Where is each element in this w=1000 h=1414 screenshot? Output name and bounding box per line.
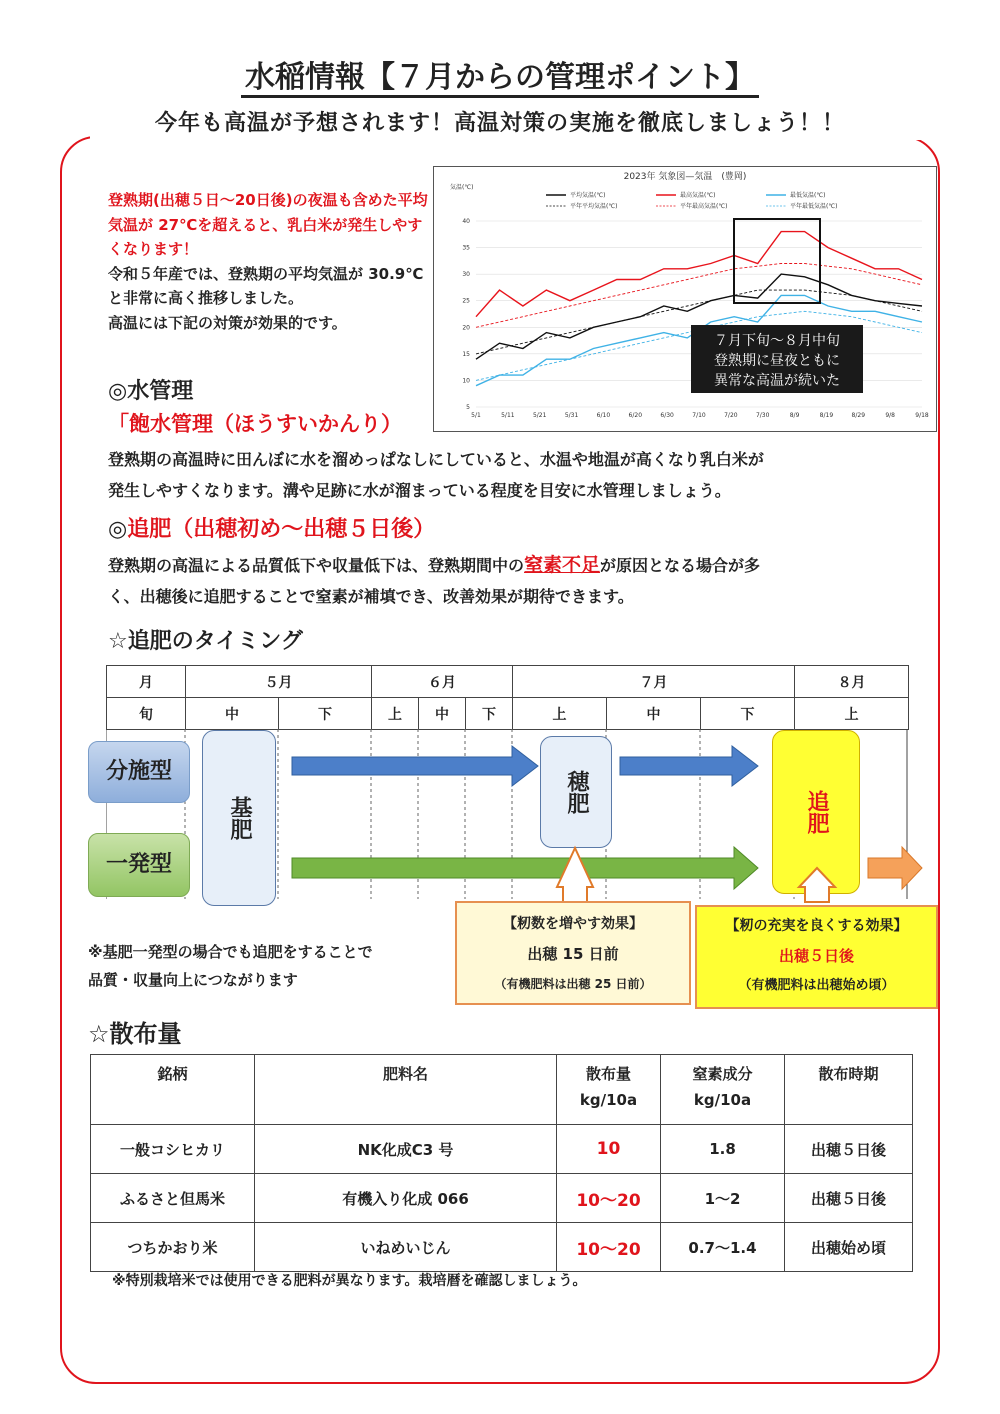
header-timing: 散布時期 <box>785 1055 913 1125</box>
legend-label: 平年最高気温(℃) <box>680 203 728 210</box>
period-label: 旬 <box>107 698 186 730</box>
header-rate <box>557 1055 661 1125</box>
topdress-heading <box>108 512 435 543</box>
row-timing: 出穂始め頃 <box>785 1223 913 1272</box>
month-label: 月 <box>107 666 186 698</box>
x-tick-label: 7/20 <box>724 412 738 419</box>
y-tick-label: 30 <box>462 271 470 279</box>
annotation-line-1: ７月下旬〜８月中旬 <box>714 333 840 349</box>
annotation-line-2: 登熟期に昼夜ともに <box>714 353 840 369</box>
period-jul-early: 上 <box>513 698 607 730</box>
topdress-heading-text: 追肥（出穂初め〜出穂５日後） <box>127 517 436 542</box>
row-fertilizer: NK化成C3 号 <box>255 1125 557 1174</box>
period-jul-mid: 中 <box>607 698 701 730</box>
row-brand: ふるさと但馬米 <box>91 1174 255 1223</box>
intro-line-1: 令和５年産では、登熟期の平均気温が 30.9℃と非常に高く推移しました。 <box>108 264 424 307</box>
row-rate: 10 <box>557 1125 661 1174</box>
x-tick-label: 6/20 <box>628 412 643 419</box>
effect-2-title: 【籾の充実を良くする効果】 <box>725 918 908 934</box>
x-tick-label: 5/11 <box>501 412 515 419</box>
effect-1-main: 出穂 15 日前 <box>527 945 619 963</box>
table-row <box>91 1125 913 1174</box>
y-tick-label: 35 <box>462 244 470 252</box>
period-aug-early: 上 <box>795 698 909 730</box>
timing-note <box>88 938 373 994</box>
effect-box-1 <box>455 901 691 1005</box>
table-row <box>91 1174 913 1223</box>
amount-footnote: ※特別栽培米では使用できる肥料が異なります。栽培暦を確認しましょう。 <box>112 1273 587 1289</box>
y-tick-label: 5 <box>466 404 470 411</box>
row-rate: 10〜20 <box>557 1223 661 1272</box>
x-tick-label: 9/18 <box>915 412 929 419</box>
arrow-continue <box>868 847 922 889</box>
water-heading: ◎水管理 <box>108 379 194 404</box>
topdress-line-1a: 登熟期の高温による品質低下や収量低下は、登熟期間中の <box>108 556 525 575</box>
temperature-chart <box>433 166 937 432</box>
effect-1-title: 【籾数を増やす効果】 <box>503 916 643 932</box>
x-tick-label: 5/1 <box>471 412 481 419</box>
amount-header-row <box>91 1055 913 1125</box>
y-tick-label: 10 <box>462 377 470 385</box>
water-line-1: 登熟期の高温時に田んぼに水を溜めっぱなしにしていると、水温や地温が高くなり乳白米が <box>108 450 764 469</box>
month-june: ６月 <box>372 666 513 698</box>
panicle-fertilizer-box: 穂肥 <box>540 736 612 848</box>
topdress-body <box>108 550 938 612</box>
legend-label: 平年平均気温(℃) <box>570 203 618 210</box>
x-tick-label: 5/31 <box>564 412 579 419</box>
header-rate-1: 散布量 <box>585 1065 631 1083</box>
x-tick-label: 6/10 <box>596 412 611 419</box>
intro-text <box>108 188 428 335</box>
x-tick-label: 8/29 <box>851 412 866 419</box>
intro-line-2: 高温には下記の対策が効果的です。 <box>108 313 347 332</box>
annotation-line-3: 異常な高温が続いた <box>714 373 840 389</box>
table-row <box>91 1223 913 1272</box>
header-brand: 銘柄 <box>91 1055 255 1125</box>
nitrogen-shortage: 窒素不足 <box>524 554 601 576</box>
row-nitrogen: 1.8 <box>661 1125 785 1174</box>
row-timing: 出穂５日後 <box>785 1125 913 1174</box>
row-nitrogen: 1〜2 <box>661 1174 785 1223</box>
period-may-late: 下 <box>279 698 372 730</box>
month-july: ７月 <box>513 666 795 698</box>
effect-1-sub: （有機肥料は出穂 25 日前） <box>494 977 652 991</box>
row-nitrogen: 0.7〜1.4 <box>661 1223 785 1272</box>
water-body <box>108 444 928 506</box>
effect-2-sub: （有機肥料は出穂始め頃） <box>738 978 895 993</box>
amount-heading: ☆散布量 <box>88 1020 182 1048</box>
timing-note-1: ※基肥一発型の場合でも追肥をすることで <box>88 943 373 961</box>
row-fertilizer: 有機入り化成 066 <box>255 1174 557 1223</box>
period-jun-late: 下 <box>466 698 513 730</box>
header-nitrogen-1: 窒素成分 <box>692 1065 753 1083</box>
single-type-tag: 一発型 <box>88 833 190 897</box>
arrow-split-2 <box>620 746 758 786</box>
y-tick-label: 15 <box>462 350 470 358</box>
chart-ylabel: 気温(℃) <box>450 184 474 191</box>
chart-title: 2023年 気象図—気温 (豊岡) <box>623 172 747 182</box>
temperature-chart-svg <box>434 167 936 431</box>
period-jun-early: 上 <box>372 698 419 730</box>
topdress-line-1c: が原因となる場合が多 <box>600 556 761 575</box>
period-jul-late: 下 <box>701 698 795 730</box>
x-tick-label: 6/30 <box>660 412 674 419</box>
arrow-single <box>292 847 758 889</box>
intro-warning: 登熟期(出穂５日〜20日後)の夜温も含めた平均気温が 27℃を超えると、乳白米が発生しやすくなります！ <box>108 191 428 258</box>
timing-table <box>106 665 909 730</box>
y-tick-label: 25 <box>462 297 470 305</box>
timing-note-2: 品質・収量向上につながります <box>88 971 298 989</box>
x-tick-label: 7/30 <box>755 412 770 419</box>
header-fertilizer: 肥料名 <box>255 1055 557 1125</box>
y-tick-label: 40 <box>462 218 470 225</box>
page-title: 水稲情報【７月からの管理ポイント】 <box>0 52 1000 96</box>
arrow-up-top <box>799 868 835 902</box>
water-line-2: 発生しやすくなります。溝や足跡に水が溜まっている程度を目安に水管理しましょう。 <box>108 481 731 500</box>
chart-legend <box>546 191 837 210</box>
water-subheading: 「飽水管理（ほうすいかんり） <box>108 412 402 436</box>
timing-heading: ☆追肥のタイミング <box>108 629 303 654</box>
amount-table <box>90 1054 913 1272</box>
period-jun-mid: 中 <box>419 698 466 730</box>
x-tick-label: 5/21 <box>532 412 547 419</box>
base-fertilizer-box: 基肥 <box>202 730 276 906</box>
header-nitrogen-2: kg/10a <box>693 1091 752 1109</box>
effect-2-main: 出穂５日後 <box>778 947 854 965</box>
header-nitrogen <box>661 1055 785 1125</box>
header-rate-2: kg/10a <box>579 1091 638 1109</box>
x-tick-label: 7/10 <box>692 412 706 419</box>
y-tick-label: 20 <box>462 324 470 332</box>
x-tick-label: 9/8 <box>885 412 895 419</box>
effect-box-2 <box>695 905 938 1009</box>
legend-label: 平年最低気温(℃) <box>790 203 838 210</box>
arrow-up-panicle <box>557 848 593 902</box>
legend-label: 最高気温(℃) <box>680 192 716 199</box>
x-tick-label: 8/19 <box>819 412 834 419</box>
month-august: ８月 <box>795 666 909 698</box>
topdress-heading-mark: ◎ <box>108 517 128 542</box>
x-tick-label: 8/9 <box>789 412 800 419</box>
row-brand: つちかおり米 <box>91 1223 255 1272</box>
month-may: ５月 <box>186 666 372 698</box>
top-dressing-box: 追肥 <box>772 730 860 894</box>
split-type-tag: 分施型 <box>88 741 190 803</box>
arrow-split-1 <box>292 746 538 786</box>
period-may-mid: 中 <box>186 698 279 730</box>
highlight-box <box>734 219 820 303</box>
row-brand: 一般コシヒカリ <box>91 1125 255 1174</box>
row-fertilizer: いねめいじん <box>255 1223 557 1272</box>
timeline-arrows <box>280 740 930 910</box>
legend-label: 最低気温(℃) <box>790 192 826 199</box>
row-timing: 出穂５日後 <box>785 1174 913 1223</box>
legend-label: 平均気温(℃) <box>570 192 606 199</box>
topdress-line-1 <box>108 550 938 581</box>
topdress-line-2: く、出穂後に追肥することで窒素が補填でき、改善効果が期待できます。 <box>108 587 634 606</box>
page-subtitle: 今年も高温が予想されます！高温対策の実施を徹底しましょう！！ <box>154 111 845 136</box>
row-rate: 10〜20 <box>557 1174 661 1223</box>
